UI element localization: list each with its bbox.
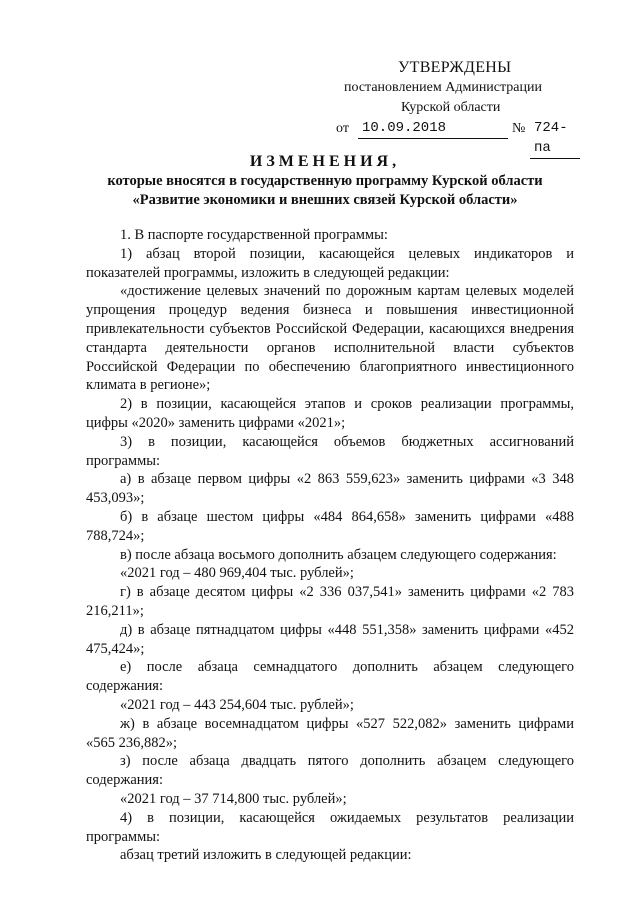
paragraph: 2) в позиции, касающейся этапов и сроков реализации программы, цифры «2020» заменить цифрами «2021»; <box>86 396 574 431</box>
number-prefix: № <box>512 121 526 136</box>
approval-line-2: Курской области <box>401 100 501 115</box>
approval-number: 724-па <box>530 118 580 159</box>
approval-heading: УТВЕРЖДЕНЫ <box>398 59 512 76</box>
paragraph: «2021 год – 443 254,604 тыс. рублей»; <box>120 696 354 713</box>
paragraph: 4) в позиции, касающейся ожидаемых результатов реализации программы: <box>86 809 574 845</box>
paragraph: 1) абзац второй позиции, касающейся целевых индикаторов и показателей программы, изложить в следующей редакции: <box>86 245 574 281</box>
paragraph: е) после абзаца семнадцатого дополнить абзацем следующего содержания: <box>86 659 574 695</box>
title-line-1: которые вносятся в государственную программу Курской области <box>107 173 543 189</box>
approval-block <box>336 58 586 156</box>
approval-line-1: постановлением Администрации <box>344 80 542 95</box>
document-body <box>86 226 574 865</box>
title-main: ИЗМЕНЕНИЯ, <box>249 153 401 170</box>
paragraph: д) в абзаце пятнадцатом цифры «448 551,358» заменить цифрами «452 475,424»; <box>86 621 574 657</box>
paragraph: г) в абзаце десятом цифры «2 336 037,541» заменить цифрами «2 783 216,211»; <box>86 584 574 619</box>
approval-date: 10.09.2018 <box>358 118 508 139</box>
paragraph: «достижение целевых значений по дорожным картам целевых моделей упрощения процедур ведения бизнеса и повышения инвестиционной привлекательности субъектов Российской Федерации, касающихся внедрения стандарта деятельности органов исполнительной власти субъектов Российской Федерации по обеспечению благоприятного инвестиционного климата в регионе»; <box>86 283 574 394</box>
paragraph: ж) в абзаце восемнадцатом цифры «527 522,082» заменить цифрами «565 236,882»; <box>86 715 574 751</box>
paragraph: «2021 год – 480 969,404 тыс. рублей»; <box>120 565 354 582</box>
approval-date-line <box>336 118 586 156</box>
paragraph: б) в абзаце шестом цифры «484 864,658» заменить цифрами «488 788,724»; <box>86 508 574 544</box>
paragraph: з) после абзаца двадцать пятого дополнить абзацем следующего содержания: <box>86 753 574 789</box>
paragraph: 1. В паспорте государственной программы: <box>120 227 388 243</box>
title-line-2: «Развитие экономики и внешних связей Курской области» <box>132 192 518 208</box>
paragraph: абзац третий изложить в следующей редакции: <box>120 847 412 864</box>
paragraph: «2021 год – 37 714,800 тыс. рублей»; <box>120 790 347 807</box>
date-prefix: от <box>336 121 349 136</box>
document-title <box>60 152 590 210</box>
paragraph: а) в абзаце первом цифры «2 863 559,623» заменить цифрами «3 348 453,093»; <box>86 471 574 507</box>
paragraph: 3) в позиции, касающейся объемов бюджетных ассигнований программы: <box>86 433 574 469</box>
paragraph: в) после абзаца восьмого дополнить абзацем следующего содержания: <box>120 546 557 563</box>
